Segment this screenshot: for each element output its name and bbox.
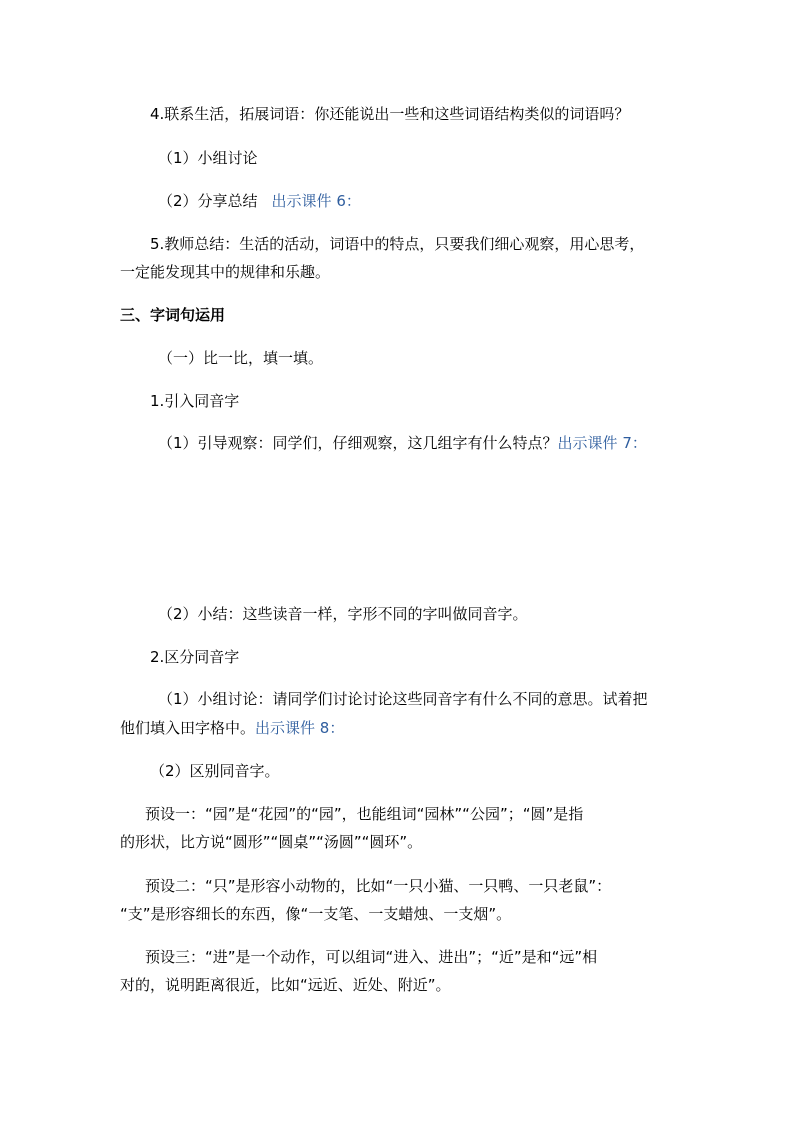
preset-1-line-1: 预设一：“园”是“花园”的“园”，也能组词“园林”“公园”；“圆”是指 (145, 805, 584, 823)
step-5-teacher-summary-line-1: 5.教师总结：生活的活动，词语中的特点，只要我们细心观察，用心思考， (150, 235, 645, 253)
step-2-group-discussion-line-2 (120, 718, 344, 738)
step-2-distinguish-homophones: 2.区分同音字 (150, 648, 240, 666)
step-1-introduce-homophones: 1.引入同音字 (150, 392, 240, 410)
subsection-compare-fill: （一）比一比，填一填。 (158, 349, 324, 367)
courseware-6-link[interactable]: 出示课件 6： (271, 192, 361, 210)
group-discussion-text: 他们填入田字格中。 (120, 719, 256, 737)
courseware-8-link[interactable]: 出示课件 8： (255, 719, 345, 737)
preset-3-line-1: 预设三：“进”是一个动作，可以组词“进入、进出”；“近”是和“远”相 (145, 948, 598, 966)
step-1-summary: （2）小结：这些读音一样，字形不同的字叫做同音字。 (158, 605, 528, 623)
preset-2-line-2: “支”是形容细长的东西，像“一支笔、一支蜡烛、一支烟”。 (120, 905, 512, 923)
step-4-share-summary (158, 191, 361, 211)
step-2-distinguish: （2）区别同音字。 (150, 762, 280, 780)
share-summary-text: （2）分享总结 (158, 192, 258, 210)
section-3-heading: 三、字词句运用 (120, 306, 226, 324)
step-4-extend-words: 4.联系生活，拓展词语：你还能说出一些和这些词语结构类似的词语吗？ (150, 105, 630, 123)
guide-observation-text: （1）引导观察：同学们，仔细观察，这几组字有什么特点？ (158, 434, 558, 452)
preset-3-line-2: 对的，说明距离很近，比如“远近、近处、附近”。 (120, 976, 451, 994)
preset-2-line-1: 预设二：“只”是形容小动物的，比如“一只小猫、一只鸭、一只老鼠”： (145, 877, 612, 895)
step-5-teacher-summary-line-2: 一定能发现其中的规律和乐趣。 (120, 263, 331, 281)
preset-1-line-2: 的形状，比方说“圆形”“圆桌”“汤圆”“圆环”。 (120, 833, 423, 851)
step-2-group-discussion-line-1: （1）小组讨论：请同学们讨论讨论这些同音字有什么不同的意思。试着把 (158, 690, 648, 708)
step-1-guide-observation (158, 433, 647, 453)
courseware-7-link[interactable]: 出示课件 7： (557, 434, 647, 452)
step-4-group-discussion: （1）小组讨论 (158, 149, 258, 167)
